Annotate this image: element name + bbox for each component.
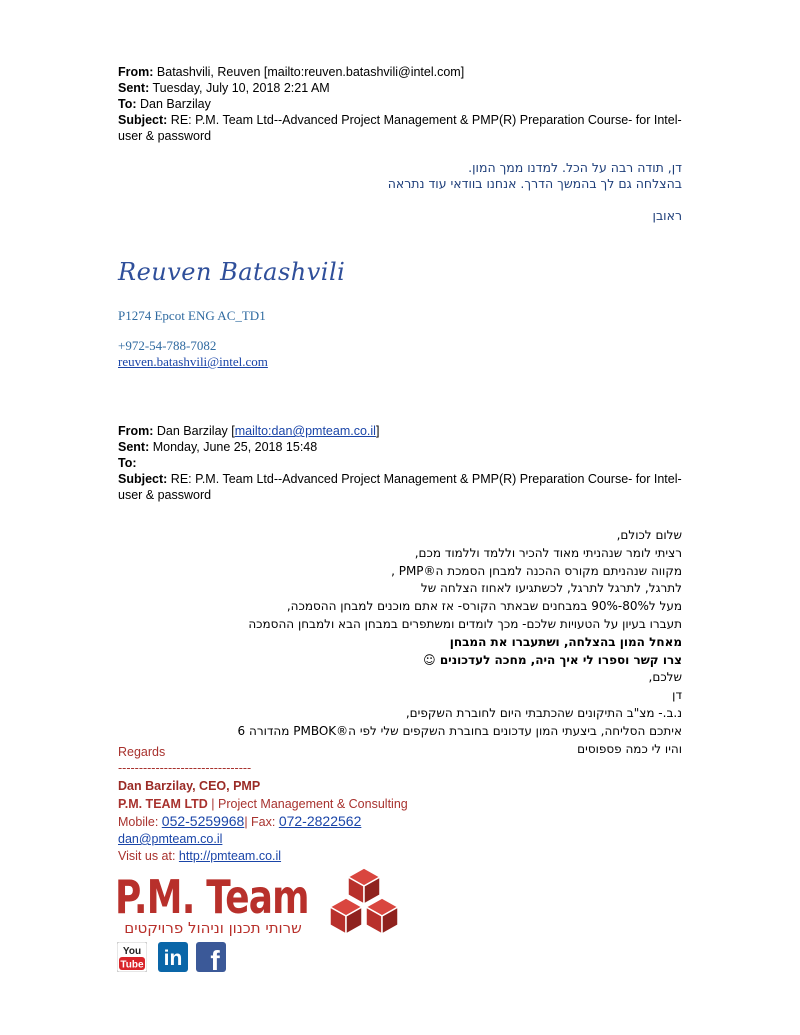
footer-website-row: Visit us at: http://pmteam.co.il	[118, 849, 282, 863]
signature-divider: --------------------------------	[118, 761, 252, 775]
signature-email-link[interactable]: reuven.batashvili@intel.com	[118, 354, 268, 369]
subject-line: Subject: RE: P.M. Team Ltd--Advanced Project Management & PMP(R) Preparation Course- for Intel- user & password	[118, 113, 682, 143]
signature-phone: +972-54-788-7082	[118, 338, 217, 353]
message-line: שלום לכולם,	[616, 528, 682, 542]
message-line: שלכם,	[648, 670, 682, 685]
facebook-icon-text: f	[210, 945, 220, 972]
message-line: לתרגל, לתרגל לתרגל, לכשתגיעו לאחוז הצלחה של	[420, 581, 682, 596]
message-line-bold: צרו קשר וספרו לי איך היה, מחכה לעדכונים ☺	[423, 652, 682, 667]
from-mailto-link[interactable]: mailto:dan@pmteam.co.il	[234, 424, 376, 438]
subject-line-2: Subject: RE: P.M. Team Ltd--Advanced Project Management & PMP(R) Preparation Course- for Intel- user & password	[118, 472, 682, 502]
footer-email-row	[118, 831, 222, 848]
reply-line-1: דן, תודה רבה על הכל. למדנו ממך המון.	[468, 160, 682, 175]
message-line: והיו לי כמה פספוסים	[577, 741, 682, 756]
sent-line-2: Sent: Monday, June 25, 2018 15:48	[118, 440, 318, 454]
reply-body	[162, 160, 682, 224]
youtube-icon-bottom-text: Tube	[120, 959, 144, 971]
facebook-icon[interactable]	[196, 942, 226, 972]
pmteam-logo-subtitle: שרותי תכנון וניהול פרויקטים	[124, 919, 302, 937]
message-line: איתכם הסליחה, ביצעתי המון עדכונים בחוברת השקפים שלי לפי ה®PMBOK מהדורה 6	[237, 723, 682, 738]
fax-link[interactable]: 072-2822562	[278, 813, 362, 829]
message-line: מעל ל80%-90% במבחנים שבאתר הקורס- אז אתם מוכנים למבחן ההסמכה,	[286, 599, 682, 614]
footer-email-link[interactable]: dan@pmteam.co.il	[118, 832, 223, 846]
reply-signoff: ראובן	[652, 208, 682, 223]
footer-phones: Mobile: 052-5259968| Fax: 072-2822562	[118, 813, 362, 829]
pmteam-logo-text: P.M. Team	[115, 870, 309, 924]
website-link[interactable]: http://pmteam.co.il	[178, 849, 282, 863]
signature-location: P1274 Epcot ENG AC_TD1	[118, 308, 266, 323]
reply-line-2: בהצלחה גם לך בהמשך הדרך. אנחנו בוודאי עוד נתראה	[387, 176, 682, 191]
linkedin-icon[interactable]	[158, 942, 188, 972]
message-line: מקווה שנהניתם מקורס ההכנה למבחן הסמכת ה®PMP ,	[391, 563, 682, 578]
message-line: נ.ב.- מצ"ב התיקונים שהכתבתי היום לחוברת השקפים,	[405, 705, 682, 720]
to-line-2: To:	[118, 456, 137, 470]
dan-message-body	[122, 527, 682, 758]
message-line: תעברו בעיון על הטעויות שלכם- מכך לומדים ומשתפרים במבחן הבא ולמבחן ההסמכה	[248, 616, 682, 631]
email-header-reuven	[118, 64, 698, 144]
from-line-2: From: Dan Barzilay [mailto:dan@pmteam.co.il]	[118, 424, 380, 438]
message-line: דן	[672, 688, 682, 703]
footer-company: P.M. TEAM LTD | Project Management & Consulting	[118, 797, 408, 811]
signature-name: Reuven Batashvili	[118, 258, 346, 286]
regards-text: Regards	[118, 745, 166, 759]
sent-line: Sent: Tuesday, July 10, 2018 2:21 AM	[118, 81, 330, 95]
message-line: רציתי לומר שנהניתי מאוד להכיר וללמד וללמוד מכם,	[414, 545, 682, 560]
youtube-icon-top-text: You	[122, 946, 142, 957]
from-line: From: Batashvili, Reuven [mailto:reuven.batashvili@intel.com]	[118, 65, 465, 79]
linkedin-icon-text: in	[163, 947, 183, 970]
cubes-logo-icon	[328, 866, 400, 940]
footer-name-title: Dan Barzilay, CEO, PMP	[118, 779, 261, 793]
youtube-icon[interactable]	[117, 942, 147, 972]
message-line-bold: מאחל המון בהצלחה, ושתעברו את המבחן	[449, 634, 682, 649]
to-line: To: Dan Barzilay	[118, 97, 211, 111]
mobile-link[interactable]: 052-5259968	[161, 813, 245, 829]
email-header-dan	[118, 423, 698, 503]
